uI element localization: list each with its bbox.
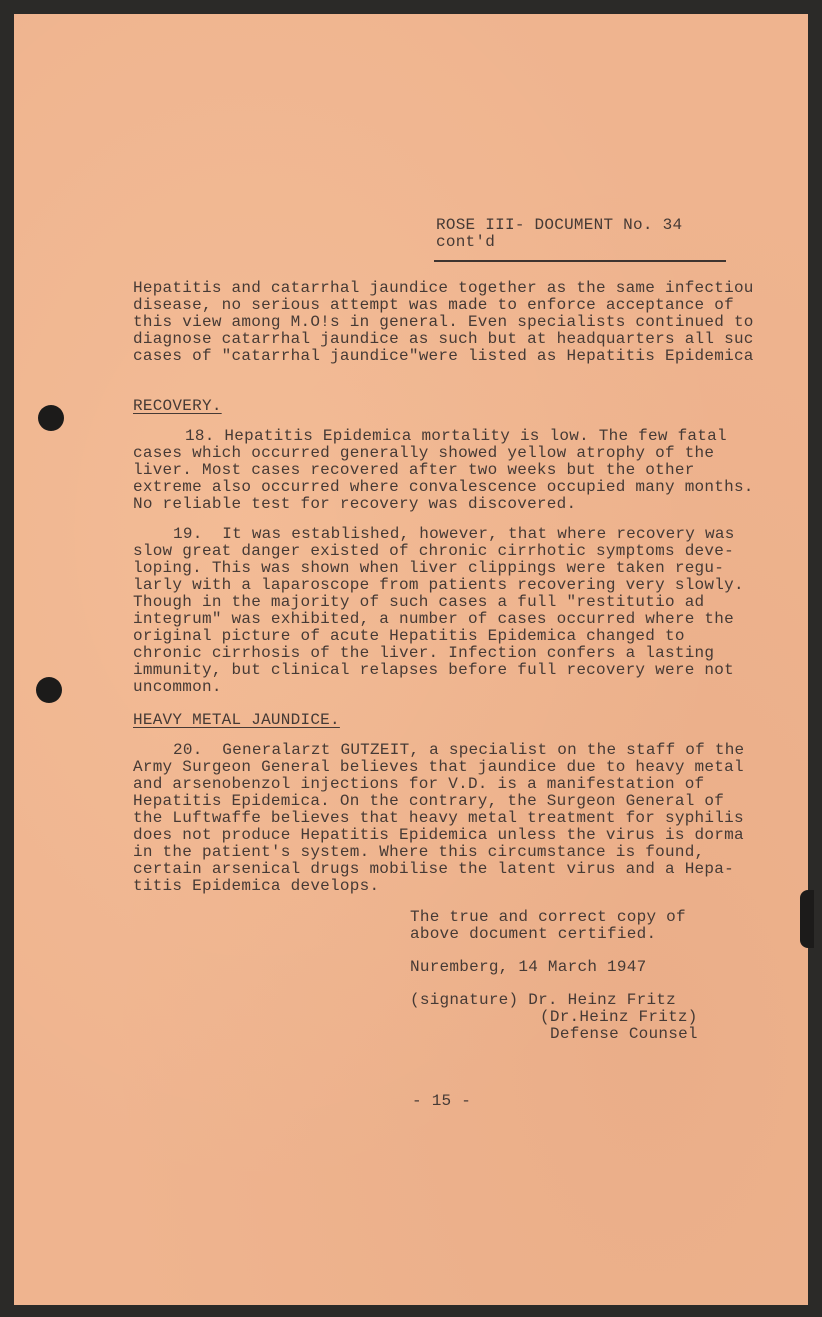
- paragraph-20-line: certain arsenical drugs mobilise the latent virus and a Hepa-: [133, 860, 734, 878]
- paragraph-18-line: 18. Hepatitis Epidemica mortality is low. The few fatal: [185, 427, 727, 445]
- paragraph-20-line: titis Epidemica develops.: [133, 877, 380, 895]
- page-number: - 15 -: [412, 1092, 472, 1110]
- paper-notch: [800, 890, 814, 948]
- paragraph-19-line: larly with a laparoscope from patients recovering very slowly.: [133, 576, 744, 594]
- punch-hole: [38, 405, 64, 431]
- intro-line: Hepatitis and catarrhal jaundice together as the same infectiou: [133, 279, 754, 297]
- signatory-name: (Dr.Heinz Fritz): [540, 1008, 698, 1026]
- punch-hole: [36, 677, 62, 703]
- intro-line: disease, no serious attempt was made to enforce acceptance of: [133, 296, 734, 314]
- certification-line: above document certified.: [410, 925, 657, 943]
- header-rule: [434, 260, 726, 262]
- paragraph-20-line: 20. Generalarzt GUTZEIT, a specialist on the staff of the: [173, 741, 745, 759]
- paragraph-19-line: immunity, but clinical relapses before full recovery were not: [133, 661, 734, 679]
- paragraph-18-line: cases which occurred generally showed yellow atrophy of the: [133, 444, 715, 462]
- paragraph-18-line: No reliable test for recovery was discovered.: [133, 495, 577, 513]
- document-subtitle: cont'd: [436, 233, 496, 251]
- certification-line: The true and correct copy of: [410, 908, 686, 926]
- paragraph-19-line: 19. It was established, however, that where recovery was: [173, 525, 735, 543]
- intro-line: cases of "catarrhal jaundice"were listed as Hepatitis Epidemica: [133, 347, 754, 365]
- paragraph-19-line: original picture of acute Hepatitis Epidemica changed to: [133, 627, 685, 645]
- section-heading-heavy-metal: HEAVY METAL JAUNDICE.: [133, 711, 340, 729]
- signature-line: (signature) Dr. Heinz Fritz: [410, 991, 676, 1009]
- paragraph-20-line: and arsenobenzol injections for V.D. is a manifestation of: [133, 775, 705, 793]
- paragraph-20-line: does not produce Hepatitis Epidemica unless the virus is dorma: [133, 826, 744, 844]
- intro-line: diagnose catarrhal jaundice as such but at headquarters all suc: [133, 330, 754, 348]
- paragraph-20-line: in the patient's system. Where this circumstance is found,: [133, 843, 705, 861]
- paragraph-19-line: chronic cirrhosis of the liver. Infection confers a lasting: [133, 644, 715, 662]
- paragraph-19-line: loping. This was shown when liver clippings were taken regu-: [133, 559, 725, 577]
- paragraph-20-line: the Luftwaffe believes that heavy metal treatment for syphilis: [133, 809, 744, 827]
- paragraph-18-line: extreme also occurred where convalescence occupied many months.: [133, 478, 754, 496]
- paragraph-18-line: liver. Most cases recovered after two weeks but the other: [133, 461, 695, 479]
- intro-line: this view among M.O!s in general. Even specialists continued to: [133, 313, 754, 331]
- document-title: ROSE III- DOCUMENT No. 34: [436, 216, 683, 234]
- paragraph-19-line: uncommon.: [133, 678, 222, 696]
- signatory-role: Defense Counsel: [550, 1025, 698, 1043]
- place-date: Nuremberg, 14 March 1947: [410, 958, 647, 976]
- paragraph-20-line: Army Surgeon General believes that jaundice due to heavy metal: [133, 758, 744, 776]
- section-heading-recovery: RECOVERY.: [133, 397, 222, 415]
- paragraph-19-line: slow great danger existed of chronic cirrhotic symptoms deve-: [133, 542, 734, 560]
- paragraph-19-line: integrum" was exhibited, a number of cases occurred where the: [133, 610, 734, 628]
- paragraph-20-line: Hepatitis Epidemica. On the contrary, the Surgeon General of: [133, 792, 725, 810]
- paragraph-19-line: Though in the majority of such cases a full "restitutio ad: [133, 593, 705, 611]
